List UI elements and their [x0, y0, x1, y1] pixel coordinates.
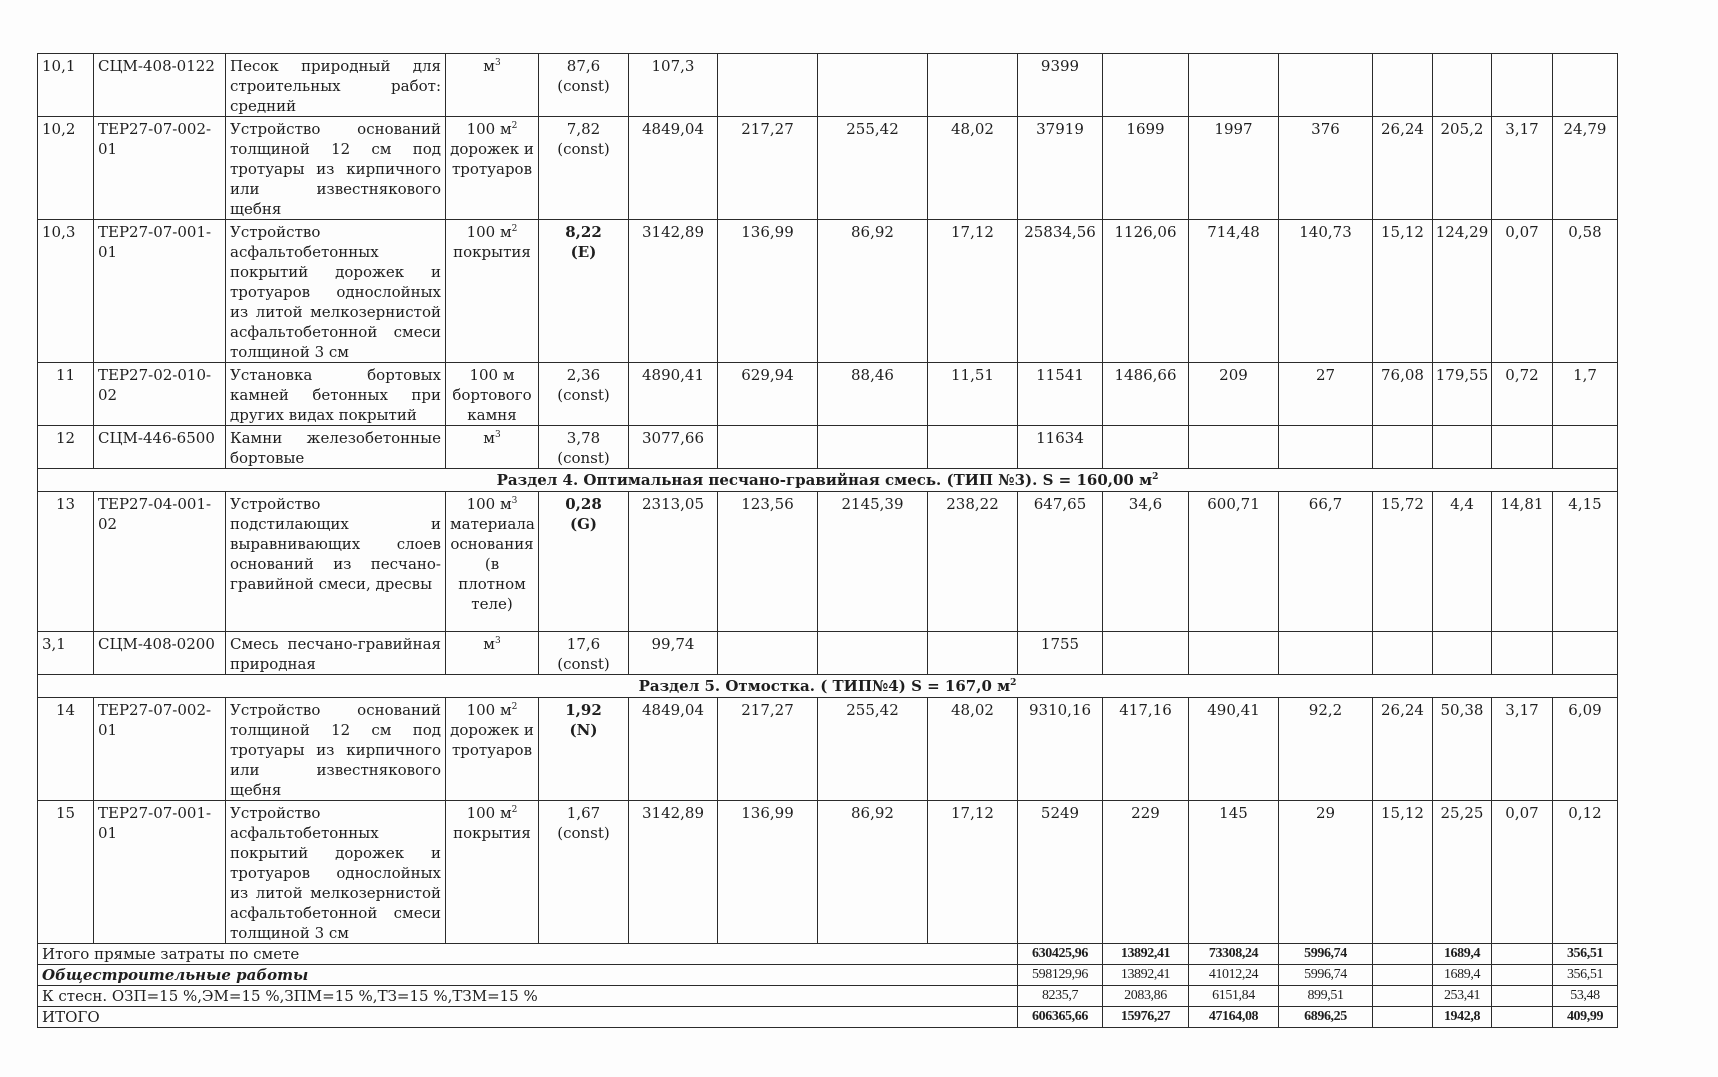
- rate-code: ТЕР27-07-001-01: [94, 801, 226, 944]
- cost-cell: 238,22: [928, 492, 1018, 632]
- cost-cell: 140,73: [1279, 220, 1373, 363]
- item-number: 3,1: [38, 632, 94, 675]
- totals-value: 598129,96: [1018, 965, 1103, 986]
- totals-value: 899,51: [1279, 986, 1373, 1007]
- cost-cell: [818, 632, 928, 675]
- cost-cell: 1,7: [1553, 363, 1618, 426]
- cost-cell: 15,12: [1373, 801, 1433, 944]
- work-description: Камни железобетонные бортовые: [226, 426, 446, 469]
- cost-cell: 600,71: [1189, 492, 1279, 632]
- cost-cell: 0,58: [1553, 220, 1618, 363]
- cost-cell: [1279, 426, 1373, 469]
- cost-cell: [818, 426, 928, 469]
- cost-cell: 1126,06: [1103, 220, 1189, 363]
- cost-cell: 26,24: [1373, 698, 1433, 801]
- totals-value: [1492, 944, 1553, 965]
- cost-cell: [1553, 426, 1618, 469]
- cost-cell: 86,92: [818, 220, 928, 363]
- cost-cell: 123,56: [718, 492, 818, 632]
- cost-cell: [1373, 632, 1433, 675]
- cost-cell: 205,2: [1433, 117, 1492, 220]
- cost-cell: 124,29: [1433, 220, 1492, 363]
- totals-value: 15976,27: [1103, 1007, 1189, 1028]
- totals-value: 1689,4: [1433, 944, 1492, 965]
- cost-cell: [928, 632, 1018, 675]
- quantity-note: (G): [569, 515, 597, 533]
- cost-cell: 1997: [1189, 117, 1279, 220]
- totals-value: 253,41: [1433, 986, 1492, 1007]
- totals-value: 8235,7: [1018, 986, 1103, 1007]
- quantity-value: 8,22: [565, 223, 602, 241]
- cost-cell: 3,17: [1492, 698, 1553, 801]
- item-number: 13: [38, 492, 94, 632]
- rate-code: ТЕР27-04-001-02: [94, 492, 226, 632]
- cost-cell: 376: [1279, 117, 1373, 220]
- work-description: Устройство подстилающих и выравнивающих слоев оснований из песчано-гравийной смеси, дресвы: [226, 492, 446, 632]
- cost-cell: 3142,89: [629, 801, 718, 944]
- cost-cell: [1189, 54, 1279, 117]
- work-description: Устройство асфальтобетонных покрытий дорожек и тротуаров однослойных из литой мелкозернистой асфальтобетонной смеси толщиной 3 см: [226, 801, 446, 944]
- cost-cell: 11634: [1018, 426, 1103, 469]
- cost-cell: 3077,66: [629, 426, 718, 469]
- totals-label: К стесн. ОЗП=15 %,ЭМ=15 %,ЗПМ=15 %,ТЗ=15 %,ТЗМ=15 %: [38, 986, 1018, 1007]
- rate-code: ТЕР27-02-010-02: [94, 363, 226, 426]
- estimate-item-row: [38, 220, 1618, 363]
- quantity-note: (const): [557, 449, 610, 467]
- work-description: Песок природный для строительных работ: средний: [226, 54, 446, 117]
- section-header-row: [38, 469, 1618, 492]
- rate-code: ТЕР27-07-002-01: [94, 117, 226, 220]
- quantity-value: 7,82: [566, 120, 601, 138]
- cost-cell: 4,15: [1553, 492, 1618, 632]
- cost-cell: 255,42: [818, 698, 928, 801]
- quantity: [539, 492, 629, 632]
- item-number: 10,3: [38, 220, 94, 363]
- quantity-value: 3,78: [566, 429, 601, 447]
- cost-cell: 50,38: [1433, 698, 1492, 801]
- cost-cell: 209: [1189, 363, 1279, 426]
- cost-cell: 490,41: [1189, 698, 1279, 801]
- rate-code: ТЕР27-07-002-01: [94, 698, 226, 801]
- cost-cell: 26,24: [1373, 117, 1433, 220]
- quantity-note: (const): [557, 77, 610, 95]
- estimate-item-row: [38, 426, 1618, 469]
- cost-cell: 136,99: [718, 801, 818, 944]
- totals-value: [1492, 1007, 1553, 1028]
- cost-cell: 0,12: [1553, 801, 1618, 944]
- estimate-item-row: [38, 363, 1618, 426]
- item-number: 15: [38, 801, 94, 944]
- totals-value: 6896,25: [1279, 1007, 1373, 1028]
- cost-cell: 24,79: [1553, 117, 1618, 220]
- cost-cell: 4890,41: [629, 363, 718, 426]
- cost-cell: 66,7: [1279, 492, 1373, 632]
- cost-cell: [1553, 632, 1618, 675]
- cost-cell: 11,51: [928, 363, 1018, 426]
- quantity: [539, 54, 629, 117]
- cost-cell: 6,09: [1553, 698, 1618, 801]
- cost-cell: [1279, 54, 1373, 117]
- estimate-item-row: [38, 492, 1618, 632]
- unit-of-measure: $м^3$: [446, 54, 539, 117]
- unit-of-measure: 100 $м^2$ дорожек и тротуаров: [446, 698, 539, 801]
- quantity-note: (E): [570, 243, 597, 261]
- unit-of-measure: 100 м бортового камня: [446, 363, 539, 426]
- quantity-value: 1,92: [565, 701, 602, 719]
- cost-cell: 145: [1189, 801, 1279, 944]
- cost-cell: [928, 426, 1018, 469]
- cost-cell: 3142,89: [629, 220, 718, 363]
- cost-cell: 5249: [1018, 801, 1103, 944]
- quantity-note: (const): [557, 655, 610, 673]
- cost-cell: [1553, 54, 1618, 117]
- totals-value: 5996,74: [1279, 965, 1373, 986]
- cost-cell: [1373, 54, 1433, 117]
- cost-cell: 4849,04: [629, 117, 718, 220]
- cost-cell: [1433, 426, 1492, 469]
- totals-value: [1492, 986, 1553, 1007]
- quantity-value: 2,36: [566, 366, 601, 384]
- work-description: Устройство оснований толщиной 12 см под тротуары из кирпичного или известнякового щебня: [226, 117, 446, 220]
- cost-cell: 1486,66: [1103, 363, 1189, 426]
- cost-cell: 29: [1279, 801, 1373, 944]
- cost-cell: 48,02: [928, 117, 1018, 220]
- unit-of-measure: $м^3$: [446, 632, 539, 675]
- cost-cell: 17,12: [928, 220, 1018, 363]
- totals-value: 41012,24: [1189, 965, 1279, 986]
- item-number: 12: [38, 426, 94, 469]
- cost-cell: [1373, 426, 1433, 469]
- rate-code: ТЕР27-07-001-01: [94, 220, 226, 363]
- cost-cell: [718, 54, 818, 117]
- cost-cell: [1103, 426, 1189, 469]
- estimate-item-row: [38, 632, 1618, 675]
- totals-row: [38, 944, 1618, 965]
- work-description: Устройство оснований толщиной 12 см под тротуары из кирпичного или известнякового щебня: [226, 698, 446, 801]
- cost-cell: 17,12: [928, 801, 1018, 944]
- totals-value: 1689,4: [1433, 965, 1492, 986]
- quantity: [539, 698, 629, 801]
- totals-value: 53,48: [1553, 986, 1618, 1007]
- work-description: Устройство асфальтобетонных покрытий дорожек и тротуаров однослойных из литой мелкозернистой асфальтобетонной смеси толщиной 3 см: [226, 220, 446, 363]
- unit-of-measure: $м^3$: [446, 426, 539, 469]
- estimate-table-body: [38, 54, 1618, 1028]
- cost-cell: 629,94: [718, 363, 818, 426]
- quantity: [539, 426, 629, 469]
- section-title: Раздел 4. Оптимальная песчано-гравийная смесь. (ТИП №3). S = 160,00 $м^2$: [38, 469, 1618, 492]
- totals-row: [38, 986, 1618, 1007]
- totals-value: [1373, 1007, 1433, 1028]
- cost-cell: [1189, 426, 1279, 469]
- cost-cell: 0,72: [1492, 363, 1553, 426]
- totals-value: 356,51: [1553, 944, 1618, 965]
- cost-cell: 9310,16: [1018, 698, 1103, 801]
- estimate-item-row: [38, 54, 1618, 117]
- cost-cell: 417,16: [1103, 698, 1189, 801]
- cost-cell: 88,46: [818, 363, 928, 426]
- cost-cell: 15,72: [1373, 492, 1433, 632]
- totals-label: ИТОГО: [38, 1007, 1018, 1028]
- cost-cell: 217,27: [718, 698, 818, 801]
- quantity: [539, 117, 629, 220]
- cost-cell: 34,6: [1103, 492, 1189, 632]
- estimate-item-row: [38, 801, 1618, 944]
- quantity-note: (N): [569, 721, 598, 739]
- quantity-note: (const): [557, 140, 610, 158]
- unit-of-measure: 100 $м^2$ дорожек и тротуаров: [446, 117, 539, 220]
- cost-cell: [1189, 632, 1279, 675]
- cost-cell: 1755: [1018, 632, 1103, 675]
- cost-cell: [1433, 54, 1492, 117]
- cost-cell: 48,02: [928, 698, 1018, 801]
- cost-cell: 92,2: [1279, 698, 1373, 801]
- unit-of-measure: 100 $м^2$ покрытия: [446, 220, 539, 363]
- totals-label: Общестроительные работы: [38, 965, 1018, 986]
- item-number: 11: [38, 363, 94, 426]
- totals-row: [38, 965, 1618, 986]
- totals-value: 13892,41: [1103, 965, 1189, 986]
- cost-cell: 2313,05: [629, 492, 718, 632]
- cost-cell: 4,4: [1433, 492, 1492, 632]
- section-title: Раздел 5. Отмостка. ( ТИП№4) S = 167,0 $м^2$: [38, 675, 1618, 698]
- totals-value: 1942,8: [1433, 1007, 1492, 1028]
- cost-cell: 15,12: [1373, 220, 1433, 363]
- rate-code: СЦМ-446-6500: [94, 426, 226, 469]
- cost-cell: 0,07: [1492, 220, 1553, 363]
- section-header-row: [38, 675, 1618, 698]
- quantity: [539, 801, 629, 944]
- cost-cell: 647,65: [1018, 492, 1103, 632]
- totals-value: 6151,84: [1189, 986, 1279, 1007]
- quantity: [539, 363, 629, 426]
- cost-cell: [1433, 632, 1492, 675]
- totals-value: [1373, 986, 1433, 1007]
- quantity-value: 87,6: [566, 57, 601, 75]
- cost-cell: 76,08: [1373, 363, 1433, 426]
- cost-cell: 25,25: [1433, 801, 1492, 944]
- cost-cell: 27: [1279, 363, 1373, 426]
- totals-value: 356,51: [1553, 965, 1618, 986]
- cost-cell: [1103, 54, 1189, 117]
- rate-code: СЦМ-408-0200: [94, 632, 226, 675]
- cost-cell: [818, 54, 928, 117]
- work-description: Установка бортовых камней бетонных при других видах покрытий: [226, 363, 446, 426]
- unit-of-measure: 100 $м^3$ материала основания (в плотном теле): [446, 492, 539, 632]
- totals-value: [1492, 965, 1553, 986]
- cost-cell: [1492, 426, 1553, 469]
- cost-cell: 229: [1103, 801, 1189, 944]
- cost-cell: 25834,56: [1018, 220, 1103, 363]
- cost-cell: [1279, 632, 1373, 675]
- cost-cell: 255,42: [818, 117, 928, 220]
- unit-of-measure: 100 $м^2$ покрытия: [446, 801, 539, 944]
- cost-cell: 136,99: [718, 220, 818, 363]
- cost-cell: [928, 54, 1018, 117]
- cost-cell: 3,17: [1492, 117, 1553, 220]
- cost-cell: 4849,04: [629, 698, 718, 801]
- cost-cell: [718, 426, 818, 469]
- cost-cell: [1103, 632, 1189, 675]
- cost-cell: 179,55: [1433, 363, 1492, 426]
- cost-cell: 714,48: [1189, 220, 1279, 363]
- work-description: Смесь песчано-гравийная природная: [226, 632, 446, 675]
- quantity-value: 0,28: [565, 495, 602, 513]
- quantity: [539, 220, 629, 363]
- cost-cell: 217,27: [718, 117, 818, 220]
- cost-cell: 11541: [1018, 363, 1103, 426]
- cost-cell: 107,3: [629, 54, 718, 117]
- item-number: 10,1: [38, 54, 94, 117]
- totals-row: [38, 1007, 1618, 1028]
- item-number: 10,2: [38, 117, 94, 220]
- cost-cell: 2145,39: [818, 492, 928, 632]
- cost-cell: 9399: [1018, 54, 1103, 117]
- estimate-item-row: [38, 698, 1618, 801]
- estimate-item-row: [38, 117, 1618, 220]
- totals-value: [1373, 965, 1433, 986]
- cost-cell: 99,74: [629, 632, 718, 675]
- totals-value: 409,99: [1553, 1007, 1618, 1028]
- totals-value: [1373, 944, 1433, 965]
- quantity-note: (const): [557, 824, 610, 842]
- rate-code: СЦМ-408-0122: [94, 54, 226, 117]
- totals-value: 2083,86: [1103, 986, 1189, 1007]
- item-number: 14: [38, 698, 94, 801]
- cost-cell: 0,07: [1492, 801, 1553, 944]
- totals-value: 606365,66: [1018, 1007, 1103, 1028]
- cost-cell: 1699: [1103, 117, 1189, 220]
- quantity: [539, 632, 629, 675]
- totals-label: Итого прямые затраты по смете: [38, 944, 1018, 965]
- cost-cell: [1492, 632, 1553, 675]
- totals-value: 47164,08: [1189, 1007, 1279, 1028]
- quantity-note: (const): [557, 386, 610, 404]
- cost-cell: [1492, 54, 1553, 117]
- quantity-value: 17,6: [566, 635, 601, 653]
- cost-cell: 86,92: [818, 801, 928, 944]
- cost-cell: 37919: [1018, 117, 1103, 220]
- totals-value: 5996,74: [1279, 944, 1373, 965]
- cost-cell: 14,81: [1492, 492, 1553, 632]
- totals-value: 13892,41: [1103, 944, 1189, 965]
- quantity-value: 1,67: [566, 804, 601, 822]
- totals-value: 630425,96: [1018, 944, 1103, 965]
- totals-value: 73308,24: [1189, 944, 1279, 965]
- cost-cell: [718, 632, 818, 675]
- estimate-table: [37, 53, 1618, 1028]
